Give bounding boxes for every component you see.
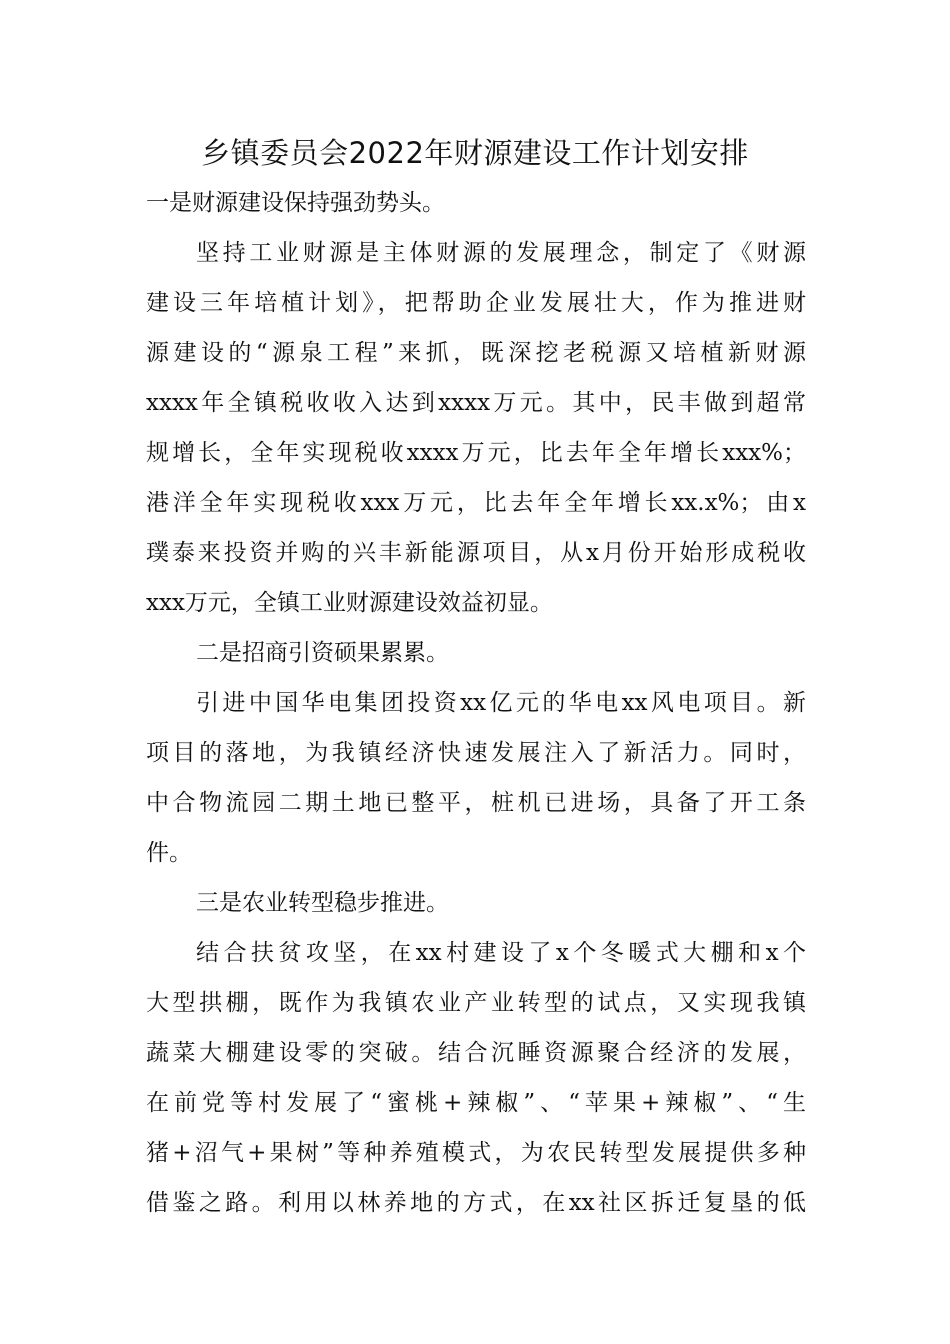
paragraph-line: 蔬菜大棚建设零的突破。结合沉睡资源聚合经济的发展， bbox=[146, 1040, 806, 1066]
paragraph-line: 结合扶贫攻坚，在xx村建设了x个冬暖式大棚和x个 bbox=[196, 940, 806, 966]
paragraph-line: 规增长，全年实现税收xxxx万元，比去年全年增长xxx%； bbox=[146, 440, 806, 466]
paragraph-line: 在前党等村发展了“蜜桃+辣椒”、“苹果+辣椒”、“生 bbox=[146, 1090, 806, 1116]
document-title: 乡镇委员会2022年财源建设工作计划安排 bbox=[201, 136, 749, 170]
paragraph-line: 借鉴之路。利用以林养地的方式，在xx社区拆迁复垦的低 bbox=[146, 1190, 806, 1216]
paragraph-line: 璞泰来投资并购的兴丰新能源项目，从x月份开始形成税收 bbox=[146, 540, 806, 566]
paragraph-line: 大型拱棚，既作为我镇农业产业转型的试点，又实现我镇 bbox=[146, 990, 806, 1016]
document-body bbox=[146, 178, 806, 1228]
paragraph-line: 建设三年培植计划》，把帮助企业发展壮大，作为推进财 bbox=[146, 290, 806, 316]
section-heading-2: 二是招商引资硕果累累。 bbox=[196, 640, 449, 666]
paragraph-line: 港洋全年实现税收xxx万元，比去年全年增长xx.x%；由x bbox=[146, 490, 806, 516]
paragraph-line: xxx万元，全镇工业财源建设效益初显。 bbox=[146, 590, 553, 616]
paragraph-line: 猪+沼气+果树”等种养殖模式，为农民转型发展提供多种 bbox=[146, 1140, 806, 1166]
paragraph-line: 中合物流园二期土地已整平，桩机已进场，具备了开工条 bbox=[146, 790, 806, 816]
section-heading-3: 三是农业转型稳步推进。 bbox=[196, 890, 449, 916]
paragraph-line: 坚持工业财源是主体财源的发展理念，制定了《财源 bbox=[196, 240, 806, 266]
paragraph-line: 引进中国华电集团投资xx亿元的华电xx风电项目。新 bbox=[196, 690, 806, 716]
paragraph-line: 源建设的“源泉工程”来抓，既深挖老税源又培植新财源 bbox=[146, 340, 806, 366]
paragraph-line: xxxx年全镇税收收入达到xxxx万元。其中，民丰做到超常 bbox=[146, 390, 806, 416]
section-heading-1: 一是财源建设保持强劲势头。 bbox=[146, 190, 445, 216]
paragraph-line: 项目的落地，为我镇经济快速发展注入了新活力。同时， bbox=[146, 740, 806, 766]
paragraph-line: 件。 bbox=[146, 840, 192, 866]
